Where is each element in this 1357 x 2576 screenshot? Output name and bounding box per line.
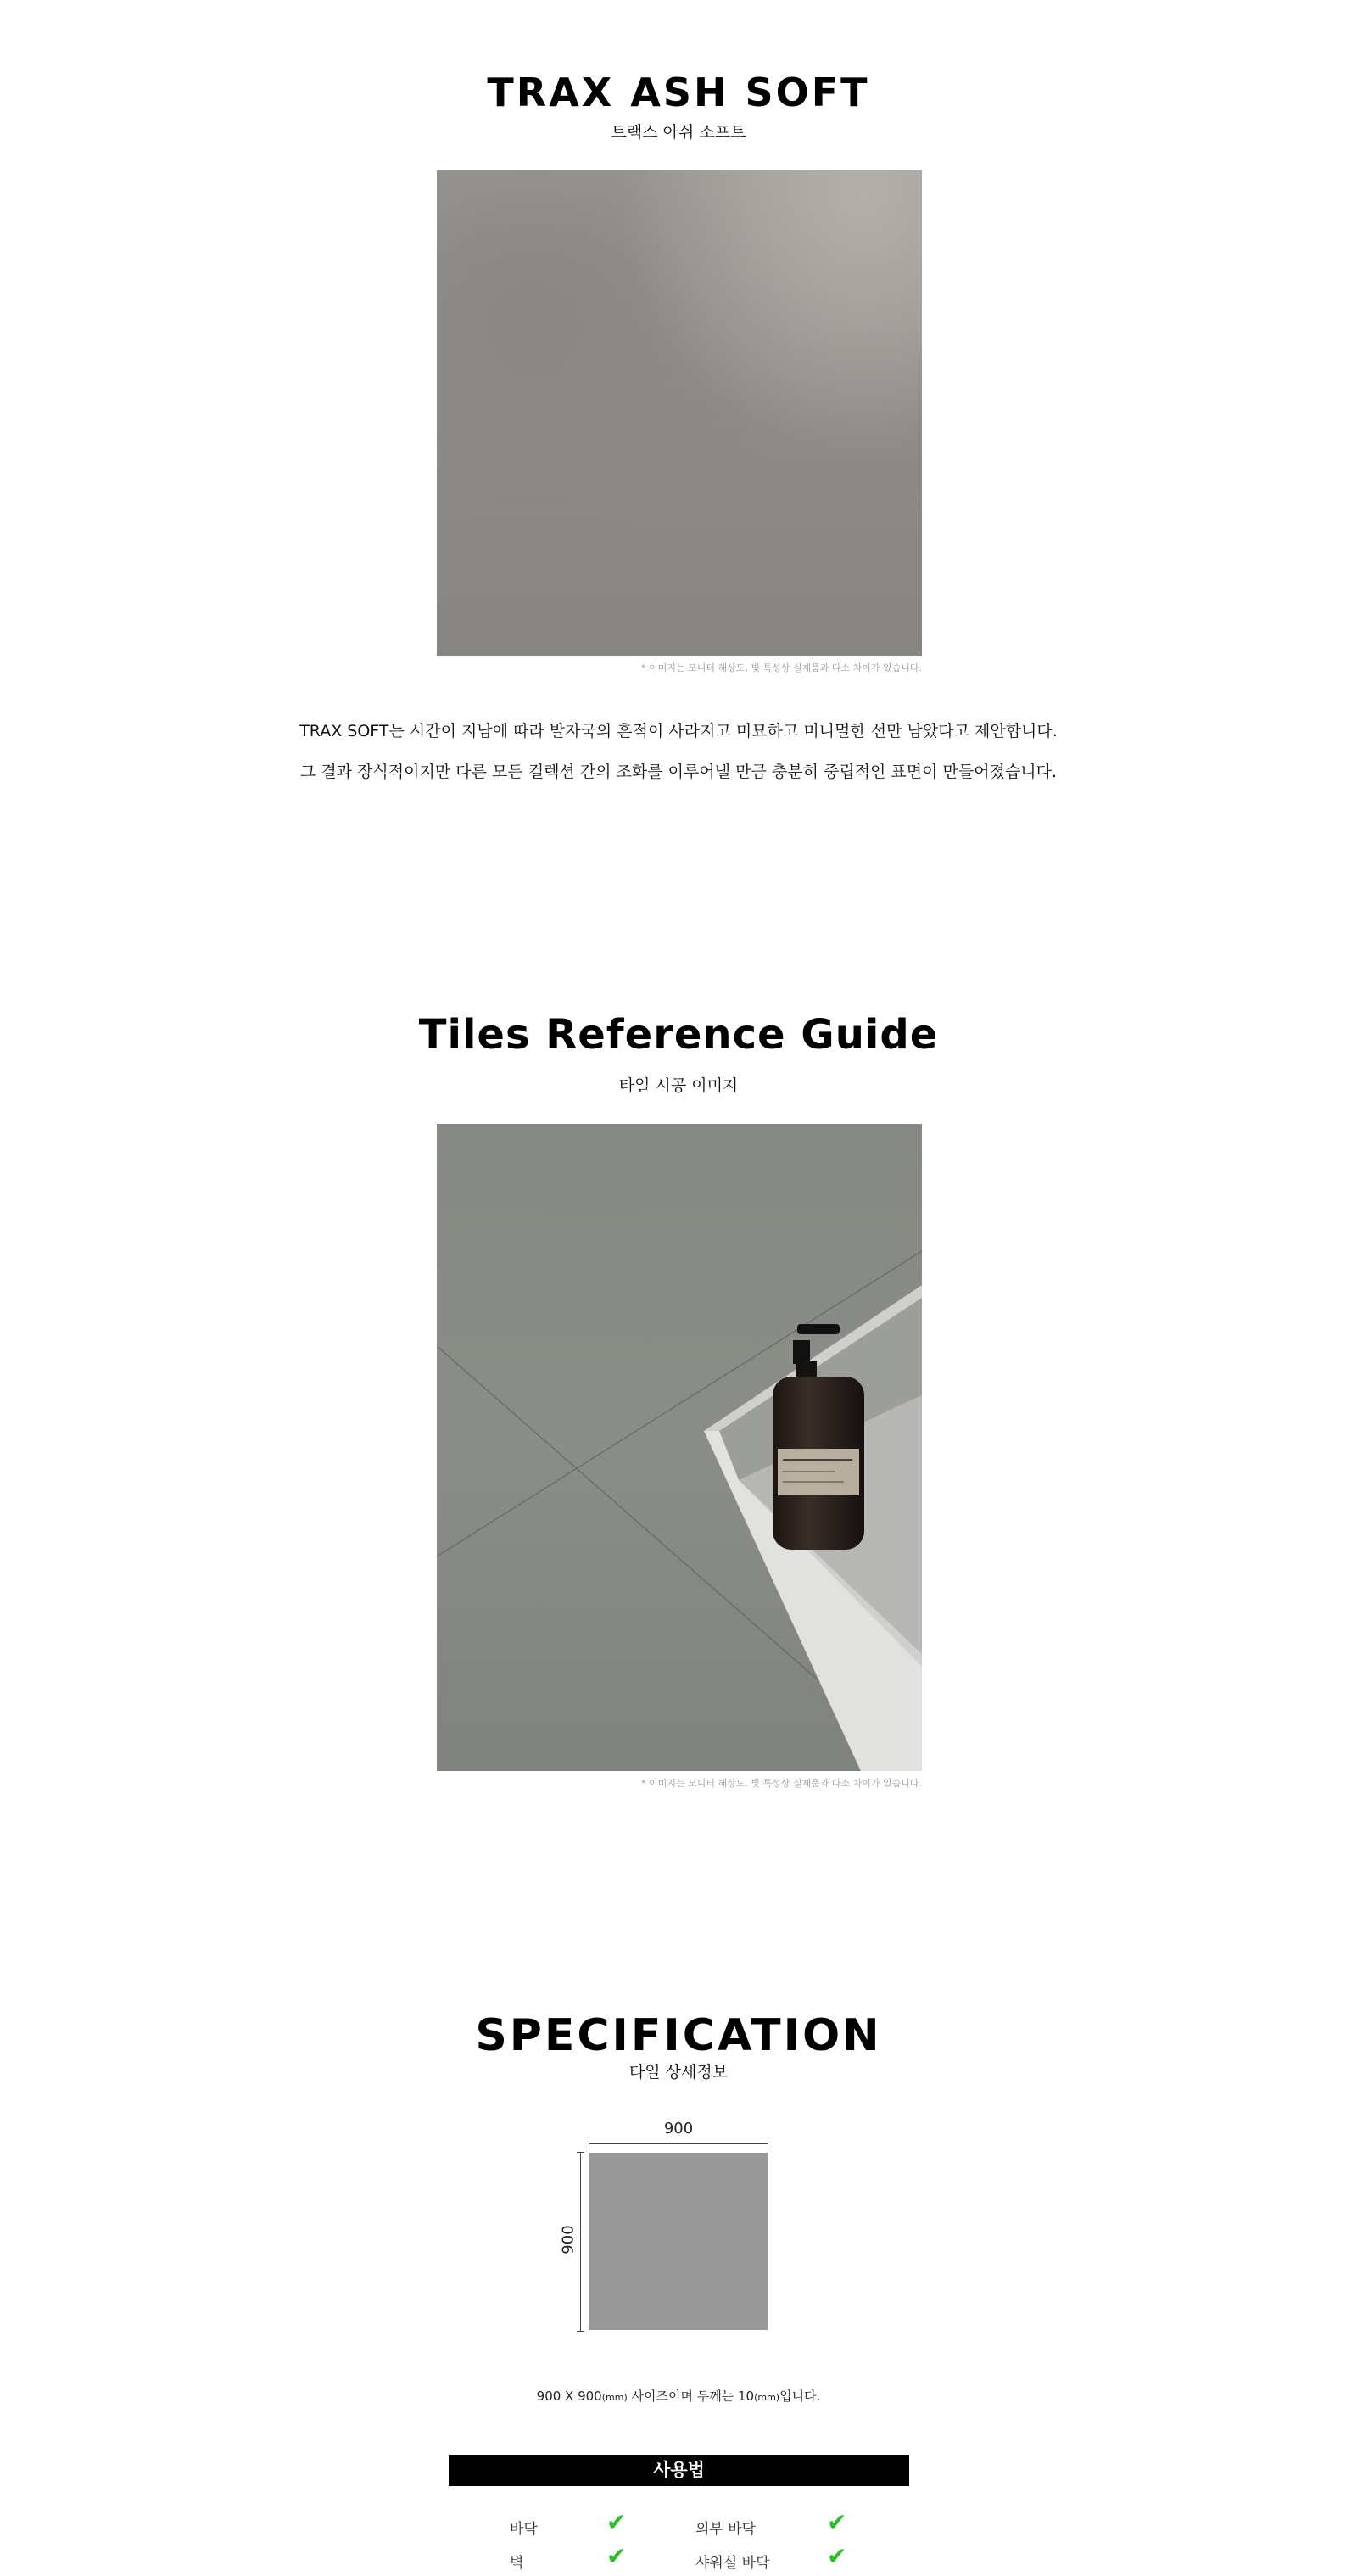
size-text-c: 입니다. [779, 2389, 821, 2404]
usage-label-floor: 바닥 [510, 2521, 538, 2538]
height-dimension-label: 900 [559, 2225, 578, 2255]
image-disclaimer: * 이미지는 모니터 해상도, 빛 특성상 실제품과 다소 차이가 있습니다. [641, 662, 922, 673]
width-dimension-label: 900 [663, 2120, 694, 2137]
usage-label-wall: 벽 [510, 2555, 524, 2572]
check-icon: ✔ [606, 2508, 627, 2536]
usage-header: 사용법 [449, 2455, 909, 2486]
description-line-2: 그 결과 장식적이지만 다른 모든 컬렉션 간의 조화를 이루어낼 만큼 충분히 중립적인 표면이 만들어졌습니다. [299, 763, 1058, 781]
installation-photo [437, 1124, 922, 1771]
usage-label-shower-floor: 샤워실 바닥 [695, 2555, 770, 2572]
tile-swatch-image [437, 170, 922, 656]
unit-mm-1: (mm) [601, 2392, 628, 2403]
usage-label-outdoor-floor: 외부 바닥 [695, 2521, 757, 2538]
width-dimension-line [589, 2143, 768, 2144]
height-dimension-line [580, 2152, 581, 2332]
description-line-1: TRAX SOFT는 시간이 지남에 따라 발자국의 흔적이 사라지고 미묘하고 미니멀한 선만 남았다고 제안합니다. [299, 722, 1058, 740]
size-text-a: 900 X 900 [536, 2389, 602, 2404]
image-disclaimer-2: * 이미지는 모니터 해상도, 빛 특성상 실제품과 다소 차이가 있습니다. [641, 1778, 922, 1789]
size-text-b: 사이즈이며 두께는 10 [627, 2389, 755, 2404]
product-subtitle: 트랙스 아쉬 소프트 [611, 123, 746, 142]
check-icon: ✔ [827, 2542, 847, 2570]
size-description [0, 2387, 1357, 2405]
reference-subtitle: 타일 시공 이미지 [618, 1076, 739, 1095]
check-icon: ✔ [827, 2508, 847, 2536]
tile-size-diagram [589, 2153, 768, 2330]
check-icon: ✔ [606, 2542, 627, 2570]
product-title: TRAX ASH SOFT [487, 70, 870, 115]
spec-title: SPECIFICATION [475, 2010, 882, 2061]
installation-photo-illustration [437, 1124, 922, 1771]
spec-subtitle: 타일 상세정보 [628, 2063, 729, 2081]
reference-title: Tiles Reference Guide [418, 1011, 939, 1059]
unit-mm-2: (mm) [754, 2392, 780, 2403]
